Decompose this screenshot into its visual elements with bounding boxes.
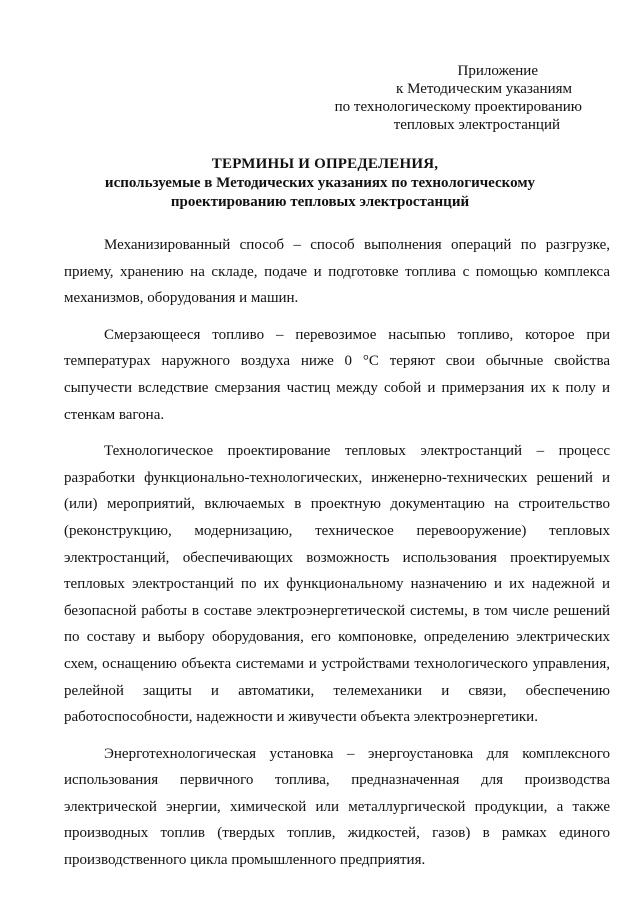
- appendix-reference-line: тепловых электростанций: [393, 117, 560, 133]
- definition-paragraph: Энерготехнологическая установка – энергоустановка для комплексного использования первичного топлива, предназначенная для производства электрической энергии, химической или металлургической продукции, а также производных топлив (твердых топлив, жидкостей, газов) в рамках единого производственного цикла промышленного предприятия.: [64, 745, 610, 869]
- appendix-reference-line: к Методическим указаниям: [396, 81, 572, 97]
- title-subheading: проектированию тепловых электростанций: [170, 194, 470, 210]
- definition-paragraph: Смерзающееся топливо – перевозимое насыпью топливо, которое при температурах наружного воздуха ниже 0 °С теряют свои обычные свойства сыпучести вследствие смерзания частиц между собой и примерзания их к полу и стенкам вагона.: [64, 326, 610, 423]
- appendix-reference-line: по технологическому проектированию: [334, 99, 582, 115]
- appendix-header: [282, 62, 582, 134]
- title-subheading: используемые в Методических указаниях по технологическому: [104, 175, 536, 191]
- definition-paragraph: Механизированный способ – способ выполнения операций по разгрузке, приему, хранению на складе, подаче и подготовке топлива с помощью комплекса механизмов, оборудования и машин.: [64, 237, 610, 307]
- appendix-label: Приложение: [457, 63, 538, 79]
- definition-paragraph: Технологическое проектирование тепловых электростанций – процесс разработки функционально-технологических, инженерно-технических решений и (или) мероприятий, включаемых в проектную документацию на строительство (реконструкцию, модернизацию, техническое перевооружение) тепловых электростанций, обеспечивающих возможность использования проектируемых тепловых электростанций по их функциональному назначению и их надежной и безопасной работы в составе электроэнергетической системы, в том числе решений по составу и выбору оборудования, его компоновке, определению электрических схем, оснащению объекта системами и устройствами технологического управления, релейной защиты и автоматики, телемеханики и связи, обеспечению работоспособности, надежности и живучести объекта электроэнергетики.: [64, 443, 610, 726]
- definitions-body: [64, 232, 610, 884]
- document-title: [70, 155, 570, 212]
- title-heading: ТЕРМИНЫ И ОПРЕДЕЛЕНИЯ,: [211, 156, 439, 172]
